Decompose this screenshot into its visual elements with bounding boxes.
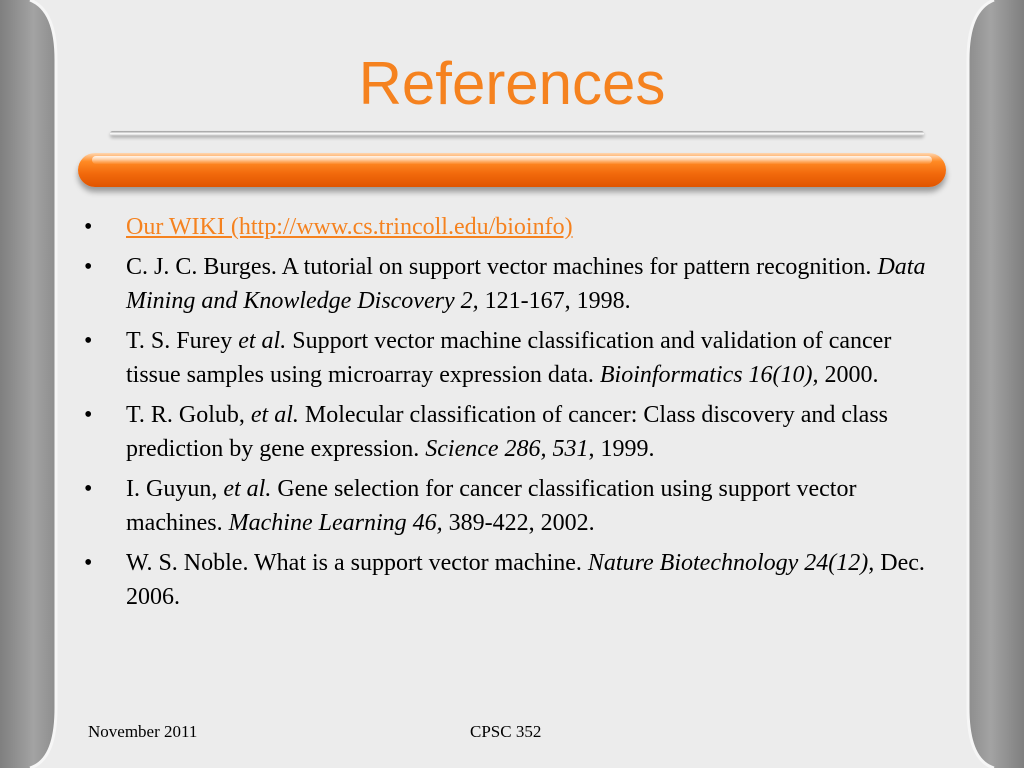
bullet: • xyxy=(84,327,93,354)
list-item-wiki xyxy=(84,210,944,245)
reference-text: 389-422, 2002. xyxy=(442,510,595,536)
title-divider-line xyxy=(110,131,924,136)
reference-text: Support vector machine classification and validation of cancer tissue samples using microarray expression data. xyxy=(126,327,892,388)
reference-journal: Bioinformatics 16(10), xyxy=(599,362,819,388)
orange-divider-bar xyxy=(78,153,946,187)
footer-date: November 2011 xyxy=(88,722,198,741)
reference-text: T. R. Golub, xyxy=(126,401,251,428)
reference-text: 121-167, 1998. xyxy=(478,288,631,314)
orange-bar-highlight xyxy=(92,156,932,164)
wiki-link[interactable]: Our WIKI (http://www.cs.trincoll.edu/bioinfo) xyxy=(126,214,573,240)
list-item-golub xyxy=(84,398,944,467)
reference-text: Molecular classification of cancer: Class discovery and class prediction by gene expression. xyxy=(126,401,889,462)
references-list xyxy=(84,210,944,620)
bullet: • xyxy=(84,401,93,428)
list-item-noble xyxy=(84,546,944,615)
list-item-guyun xyxy=(84,472,944,541)
list-item-furey xyxy=(84,324,944,393)
reference-text: W. S. Noble. What is a support vector machine. xyxy=(126,549,588,576)
reference-text: Dec. 2006. xyxy=(126,549,925,610)
reference-journal: Machine Learning 46, xyxy=(228,510,443,536)
reference-journal: Science 286, 531 xyxy=(425,436,589,462)
bullet: • xyxy=(84,549,93,576)
reference-text: Gene selection for cancer classification using support vector machines. xyxy=(126,475,857,536)
slide-title: References xyxy=(358,50,666,117)
bullet: • xyxy=(84,475,93,502)
bullet: • xyxy=(84,253,93,280)
reference-journal: Data Mining and Knowledge Discovery 2, xyxy=(126,253,926,314)
list-item-burges xyxy=(84,250,944,319)
reference-journal: Nature Biotechnology 24(12), xyxy=(587,549,875,576)
reference-text: T. S. Furey xyxy=(126,327,239,354)
bullet: • xyxy=(84,214,93,240)
reference-text: C. J. C. Burges. A tutorial on support vector machines for pattern recognition. xyxy=(126,253,878,280)
reference-et-al: et al. xyxy=(238,327,287,354)
reference-et-al: et al. xyxy=(250,401,299,428)
footer-course: CPSC 352 xyxy=(470,722,542,741)
reference-text: I. Guyun, xyxy=(126,475,224,502)
reference-et-al: et al. xyxy=(223,475,272,502)
reference-text: , 1999. xyxy=(588,436,655,462)
reference-text: 2000. xyxy=(818,362,879,388)
